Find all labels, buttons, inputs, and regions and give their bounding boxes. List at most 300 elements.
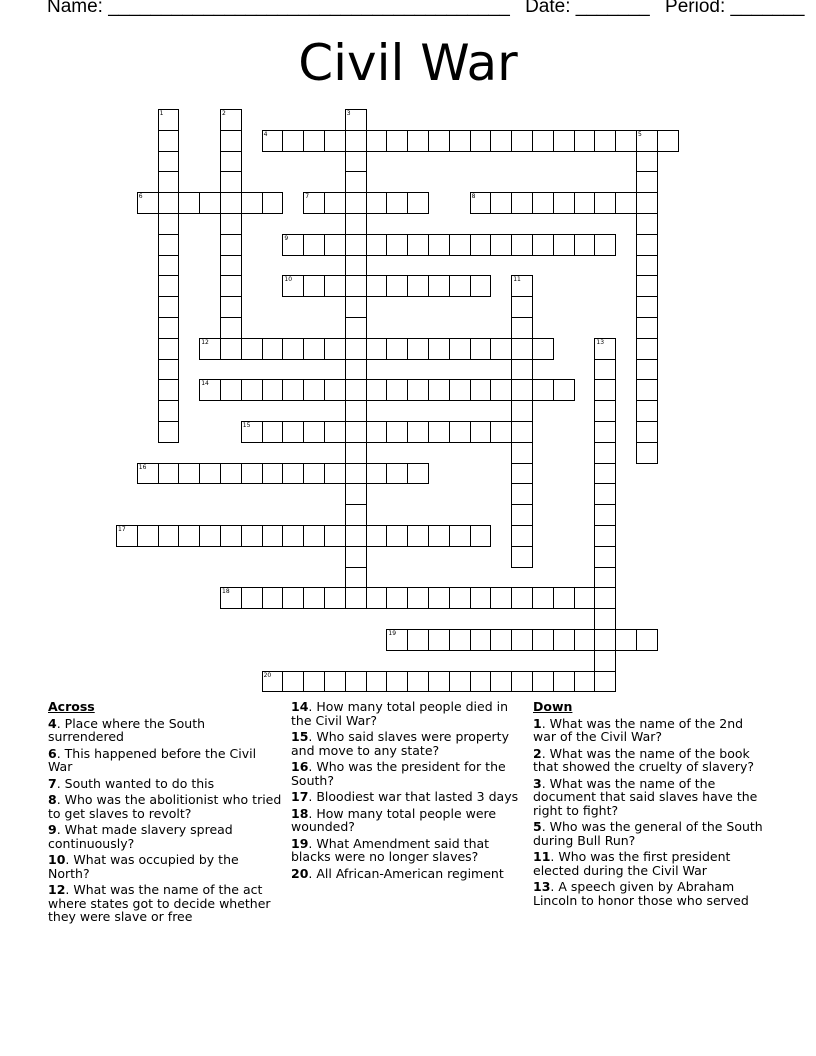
grid-cell[interactable] (574, 629, 596, 651)
grid-cell[interactable] (594, 504, 616, 526)
grid-cell[interactable] (511, 587, 533, 609)
grid-cell[interactable] (366, 234, 388, 256)
grid-cell[interactable] (532, 234, 554, 256)
grid-cell[interactable] (366, 379, 388, 401)
grid-cell[interactable] (636, 234, 658, 256)
grid-cell[interactable] (262, 421, 284, 443)
grid-cell[interactable] (636, 151, 658, 173)
grid-cell[interactable] (511, 504, 533, 526)
cell-number: 9 (284, 234, 289, 242)
grid-cell[interactable] (303, 463, 325, 485)
clue-across-14: 14. How many total people died in the Civil War? (291, 699, 509, 728)
grid-cell[interactable] (449, 130, 471, 152)
grid-cell[interactable] (407, 629, 429, 651)
cell-number: 3 (346, 110, 351, 117)
clue-across-18: 18. How many total people were wounded? (291, 805, 497, 834)
grid-cell[interactable] (303, 275, 325, 297)
grid-cell[interactable] (449, 671, 471, 693)
grid-cell[interactable] (636, 421, 658, 443)
grid-cell[interactable] (594, 192, 616, 214)
cell-number: 14 (201, 380, 209, 388)
grid-cell[interactable] (657, 130, 679, 152)
grid-cell[interactable] (428, 671, 450, 693)
grid-cell[interactable] (511, 525, 533, 547)
grid-cell[interactable] (490, 192, 512, 214)
grid-cell[interactable] (407, 421, 429, 443)
grid-cell[interactable] (282, 463, 304, 485)
cell-number: 6 (138, 193, 143, 201)
grid-cell[interactable] (324, 379, 346, 401)
grid-cell[interactable] (407, 275, 429, 297)
grid-cell[interactable] (386, 421, 408, 443)
clue-down-2: 2. What was the name of the book that showed the cruelty of slavery? (533, 745, 755, 774)
clue-across-6: 6. This happened before the Civil War (48, 745, 257, 774)
grid-cell[interactable] (241, 338, 263, 360)
grid-cell[interactable] (137, 525, 159, 547)
page-title: Civil War (298, 34, 518, 92)
grid-cell[interactable] (470, 234, 492, 256)
grid-cell[interactable] (345, 463, 367, 485)
grid-cell[interactable] (449, 629, 471, 651)
grid-cell[interactable] (553, 234, 575, 256)
grid-cell[interactable] (158, 359, 180, 381)
grid-cell[interactable] (220, 213, 242, 235)
grid-cell[interactable] (636, 379, 658, 401)
grid-cell[interactable] (303, 525, 325, 547)
grid-cell[interactable] (386, 275, 408, 297)
date-field[interactable]: Date: _______ (525, 0, 650, 17)
grid-cell[interactable] (303, 338, 325, 360)
grid-cell[interactable] (386, 379, 408, 401)
grid-cell[interactable] (615, 130, 637, 152)
grid-cell[interactable] (636, 213, 658, 235)
grid-cell[interactable] (428, 338, 450, 360)
grid-cell[interactable] (407, 192, 429, 214)
grid-cell[interactable] (553, 192, 575, 214)
grid-cell[interactable] (532, 671, 554, 693)
grid-cell[interactable] (594, 671, 616, 693)
grid-cell[interactable] (490, 671, 512, 693)
grid-cell[interactable] (366, 275, 388, 297)
grid-cell[interactable] (594, 400, 616, 422)
grid-cell[interactable] (511, 317, 533, 339)
grid-cell[interactable] (532, 587, 554, 609)
grid-cell[interactable] (594, 359, 616, 381)
grid-cell[interactable] (345, 171, 367, 193)
grid-cell[interactable] (428, 379, 450, 401)
grid-cell[interactable] (262, 587, 284, 609)
grid-cell[interactable] (594, 379, 616, 401)
grid-cell[interactable] (158, 421, 180, 443)
grid-cell[interactable] (345, 587, 367, 609)
grid-cell[interactable] (303, 379, 325, 401)
grid-cell[interactable] (282, 130, 304, 152)
grid-cell[interactable] (511, 421, 533, 443)
grid-cell[interactable] (158, 171, 180, 193)
grid-cell[interactable] (345, 400, 367, 422)
grid-cell[interactable] (636, 275, 658, 297)
grid-cell[interactable] (449, 525, 471, 547)
grid-cell[interactable] (345, 483, 367, 505)
cell-number: 15 (242, 422, 251, 429)
cell-number: 12 (201, 338, 209, 346)
grid-cell[interactable] (470, 421, 492, 443)
grid-cell[interactable] (345, 151, 367, 173)
grid-cell[interactable] (407, 587, 429, 609)
grid-cell[interactable] (594, 130, 616, 152)
grid-cell[interactable] (178, 525, 200, 547)
grid-cell[interactable] (636, 296, 658, 318)
grid-cell[interactable] (594, 463, 616, 485)
grid-cell[interactable] (407, 671, 429, 693)
grid-cell[interactable] (511, 192, 533, 214)
grid-cell[interactable] (574, 587, 596, 609)
grid-cell[interactable] (470, 671, 492, 693)
grid-cell[interactable] (345, 442, 367, 464)
grid-cell[interactable] (636, 359, 658, 381)
grid-cell[interactable] (386, 192, 408, 214)
grid-cell[interactable] (220, 296, 242, 318)
name-field[interactable]: Name: ______________________________________ (47, 0, 510, 17)
grid-cell[interactable] (428, 421, 450, 443)
grid-cell[interactable] (282, 379, 304, 401)
grid-cell[interactable] (324, 421, 346, 443)
grid-cell[interactable] (615, 192, 637, 214)
grid-cell[interactable] (282, 671, 304, 693)
grid-cell[interactable] (574, 671, 596, 693)
clue-across-19: 19. What Amendment said that blacks were no longer slaves? (291, 835, 490, 864)
grid-cell[interactable] (345, 275, 367, 297)
grid-cell[interactable] (636, 317, 658, 339)
clue-across-4: 4. Place where the South surrendered (48, 715, 206, 744)
period-field[interactable]: Period: _______ (665, 0, 805, 17)
grid-cell[interactable] (158, 275, 180, 297)
clue-down-13: 13. A speech given by Abraham Lincoln to honor those who served (533, 879, 749, 908)
grid-cell[interactable] (511, 463, 533, 485)
grid-cell[interactable] (158, 151, 180, 173)
grid-cell[interactable] (199, 525, 221, 547)
grid-cell[interactable] (636, 442, 658, 464)
grid-cell[interactable] (594, 650, 616, 672)
grid-cell[interactable] (532, 130, 554, 152)
grid-cell[interactable] (449, 421, 471, 443)
grid-cell[interactable] (158, 400, 180, 422)
grid-cell[interactable] (490, 234, 512, 256)
grid-cell[interactable] (158, 379, 180, 401)
grid-cell[interactable] (386, 234, 408, 256)
grid-cell[interactable] (199, 192, 221, 214)
grid-cell[interactable] (386, 671, 408, 693)
grid-cell[interactable] (220, 255, 242, 277)
grid-cell[interactable] (366, 338, 388, 360)
grid-cell[interactable] (407, 338, 429, 360)
grid-cell[interactable] (594, 483, 616, 505)
grid-cell[interactable] (158, 255, 180, 277)
grid-cell[interactable] (220, 192, 242, 214)
cell-number: 19 (388, 630, 397, 637)
grid-cell[interactable] (511, 442, 533, 464)
grid-cell[interactable] (511, 629, 533, 651)
grid-cell[interactable] (303, 587, 325, 609)
grid-cell[interactable] (303, 671, 325, 693)
grid-cell[interactable] (241, 587, 263, 609)
grid-cell[interactable] (449, 379, 471, 401)
grid-cell[interactable] (220, 317, 242, 339)
grid-cell[interactable] (428, 130, 450, 152)
grid-cell[interactable] (220, 463, 242, 485)
grid-cell[interactable] (345, 296, 367, 318)
grid-cell[interactable] (490, 379, 512, 401)
grid-cell[interactable] (241, 463, 263, 485)
grid-cell[interactable] (407, 525, 429, 547)
grid-cell[interactable] (366, 192, 388, 214)
grid-cell[interactable] (303, 130, 325, 152)
grid-cell[interactable] (262, 338, 284, 360)
grid-cell[interactable] (490, 338, 512, 360)
grid-cell[interactable] (407, 463, 429, 485)
grid-cell[interactable] (594, 567, 616, 589)
grid-cell[interactable] (553, 587, 575, 609)
grid-cell[interactable] (324, 234, 346, 256)
grid-cell[interactable] (636, 171, 658, 193)
grid-cell[interactable] (282, 525, 304, 547)
grid-cell[interactable] (553, 130, 575, 152)
across-heading: Across (48, 699, 95, 714)
clue-across-8: 8. Who was the abolitionist who tried to get slaves to revolt? (48, 792, 282, 821)
grid-cell[interactable] (303, 421, 325, 443)
grid-cell[interactable] (511, 296, 533, 318)
grid-cell[interactable] (345, 567, 367, 589)
cell-number: 11 (513, 276, 521, 284)
clue-across-7: 7. South wanted to do this (48, 775, 215, 791)
grid-cell[interactable] (220, 130, 242, 152)
cell-number: 20 (263, 671, 272, 679)
grid-cell[interactable] (324, 130, 346, 152)
grid-cell[interactable] (324, 587, 346, 609)
clue-across-15: 15. Who said slaves were property and move to any state? (291, 729, 509, 758)
grid-cell[interactable] (345, 317, 367, 339)
grid-cell[interactable] (262, 379, 284, 401)
grid-cell[interactable] (470, 379, 492, 401)
grid-cell[interactable] (158, 130, 180, 152)
grid-cell[interactable] (594, 587, 616, 609)
grid-cell[interactable] (532, 629, 554, 651)
clue-across-9: 9. What made slavery spread continuously? (48, 822, 233, 851)
grid-cell[interactable] (324, 338, 346, 360)
grid-cell[interactable] (262, 192, 284, 214)
grid-cell[interactable] (470, 587, 492, 609)
grid-cell[interactable] (345, 130, 367, 152)
grid-cell[interactable] (303, 234, 325, 256)
grid-cell[interactable] (553, 379, 575, 401)
down-heading: Down (533, 699, 573, 714)
grid-cell[interactable] (282, 587, 304, 609)
grid-cell[interactable] (324, 192, 346, 214)
grid-cell[interactable] (532, 192, 554, 214)
grid-cell[interactable] (345, 234, 367, 256)
grid-cell[interactable] (636, 192, 658, 214)
grid-cell[interactable] (553, 671, 575, 693)
across-clues-column-2 (291, 700, 523, 883)
grid-cell[interactable] (199, 463, 221, 485)
grid-cell[interactable] (532, 379, 554, 401)
grid-cell[interactable] (407, 234, 429, 256)
grid-cell[interactable] (636, 255, 658, 277)
cell-number: 10 (284, 276, 293, 284)
grid-cell[interactable] (470, 525, 492, 547)
grid-cell[interactable] (428, 629, 450, 651)
grid-cell[interactable] (386, 463, 408, 485)
grid-cell[interactable] (158, 525, 180, 547)
grid-cell[interactable] (345, 421, 367, 443)
grid-cell[interactable] (615, 629, 637, 651)
grid-cell[interactable] (158, 296, 180, 318)
grid-cell[interactable] (366, 130, 388, 152)
grid-cell[interactable] (594, 629, 616, 651)
cell-number: 1 (159, 110, 164, 117)
grid-cell[interactable] (158, 463, 180, 485)
grid-cell[interactable] (553, 629, 575, 651)
grid-cell[interactable] (220, 171, 242, 193)
grid-cell[interactable] (511, 338, 533, 360)
grid-cell[interactable] (366, 671, 388, 693)
clue-across-12: 12. What was the name of the act where states got to decide whether they were slave or free (48, 882, 271, 924)
grid-cell[interactable] (158, 338, 180, 360)
grid-cell[interactable] (428, 275, 450, 297)
grid-cell[interactable] (366, 463, 388, 485)
grid-cell[interactable] (594, 234, 616, 256)
cell-number: 7 (305, 193, 310, 201)
grid-cell[interactable] (324, 671, 346, 693)
grid-cell[interactable] (158, 234, 180, 256)
grid-cell[interactable] (594, 442, 616, 464)
grid-cell[interactable] (386, 130, 408, 152)
grid-cell[interactable] (345, 379, 367, 401)
grid-cell[interactable] (511, 400, 533, 422)
cell-number: 16 (138, 463, 147, 471)
grid-cell[interactable] (511, 546, 533, 568)
clue-across-16: 16. Who was the president for the South? (291, 759, 506, 788)
grid-cell[interactable] (241, 379, 263, 401)
grid-cell[interactable] (594, 421, 616, 443)
grid-cell[interactable] (490, 421, 512, 443)
grid-cell[interactable] (262, 463, 284, 485)
clue-across-17: 17. Bloodiest war that lasted 3 days (291, 789, 519, 804)
grid-cell[interactable] (594, 546, 616, 568)
grid-cell[interactable] (324, 525, 346, 547)
grid-cell[interactable] (241, 192, 263, 214)
grid-cell[interactable] (345, 359, 367, 381)
grid-cell[interactable] (490, 629, 512, 651)
grid-cell[interactable] (511, 130, 533, 152)
grid-cell[interactable] (532, 338, 554, 360)
grid-cell[interactable] (386, 338, 408, 360)
grid-cell[interactable] (241, 525, 263, 547)
cell-number: 18 (222, 588, 230, 596)
grid-cell[interactable] (428, 234, 450, 256)
grid-cell[interactable] (470, 338, 492, 360)
grid-cell[interactable] (158, 317, 180, 339)
cell-number: 5 (638, 130, 642, 138)
grid-cell[interactable] (407, 379, 429, 401)
grid-cell[interactable] (511, 359, 533, 381)
grid-cell[interactable] (428, 587, 450, 609)
grid-cell[interactable] (636, 338, 658, 360)
grid-cell[interactable] (511, 671, 533, 693)
grid-cell[interactable] (345, 671, 367, 693)
grid-cell[interactable] (490, 130, 512, 152)
grid-cell[interactable] (158, 192, 180, 214)
cell-number: 13 (596, 338, 605, 346)
grid-cell[interactable] (449, 275, 471, 297)
grid-cell[interactable] (345, 525, 367, 547)
grid-cell[interactable] (636, 400, 658, 422)
grid-cell[interactable] (178, 463, 200, 485)
grid-cell[interactable] (220, 338, 242, 360)
grid-cell[interactable] (511, 234, 533, 256)
grid-cell[interactable] (407, 130, 429, 152)
grid-cell[interactable] (594, 525, 616, 547)
grid-cell[interactable] (449, 587, 471, 609)
grid-cell[interactable] (345, 192, 367, 214)
grid-cell[interactable] (282, 421, 304, 443)
grid-cell[interactable] (345, 255, 367, 277)
grid-cell[interactable] (594, 608, 616, 630)
grid-cell[interactable] (636, 629, 658, 651)
grid-cell[interactable] (282, 338, 304, 360)
grid-cell[interactable] (470, 629, 492, 651)
grid-cell[interactable] (574, 130, 596, 152)
grid-cell[interactable] (324, 463, 346, 485)
grid-cell[interactable] (470, 130, 492, 152)
grid-cell[interactable] (449, 338, 471, 360)
cell-number: 17 (118, 526, 126, 533)
grid-cell[interactable] (366, 421, 388, 443)
grid-cell[interactable] (220, 151, 242, 173)
clue-down-5: 5. Who was the general of the South during Bull Run? (533, 819, 763, 848)
grid-cell[interactable] (574, 192, 596, 214)
grid-cell[interactable] (345, 213, 367, 235)
grid-cell[interactable] (366, 525, 388, 547)
grid-cell[interactable] (574, 234, 596, 256)
grid-cell[interactable] (158, 213, 180, 235)
grid-cell[interactable] (345, 546, 367, 568)
grid-cell[interactable] (220, 525, 242, 547)
grid-cell[interactable] (428, 525, 450, 547)
grid-cell[interactable] (220, 234, 242, 256)
grid-cell[interactable] (220, 275, 242, 297)
grid-cell[interactable] (449, 234, 471, 256)
grid-cell[interactable] (220, 379, 242, 401)
clue-down-11: 11. Who was the first president elected during the Civil War (533, 849, 731, 878)
grid-cell[interactable] (178, 192, 200, 214)
grid-cell[interactable] (470, 275, 492, 297)
grid-cell[interactable] (366, 587, 388, 609)
grid-cell[interactable] (386, 525, 408, 547)
clue-across-10: 10. What was occupied by the North? (48, 852, 239, 881)
grid-cell[interactable] (490, 587, 512, 609)
grid-cell[interactable] (511, 379, 533, 401)
grid-cell[interactable] (324, 275, 346, 297)
grid-cell[interactable] (511, 483, 533, 505)
grid-cell[interactable] (386, 587, 408, 609)
down-clues-column (533, 700, 763, 910)
clue-across-20: 20. All African-American regiment (291, 865, 504, 881)
across-clues-column-1 (48, 700, 284, 927)
grid-cell[interactable] (345, 338, 367, 360)
grid-cell[interactable] (345, 504, 367, 526)
grid-cell[interactable] (262, 525, 284, 547)
